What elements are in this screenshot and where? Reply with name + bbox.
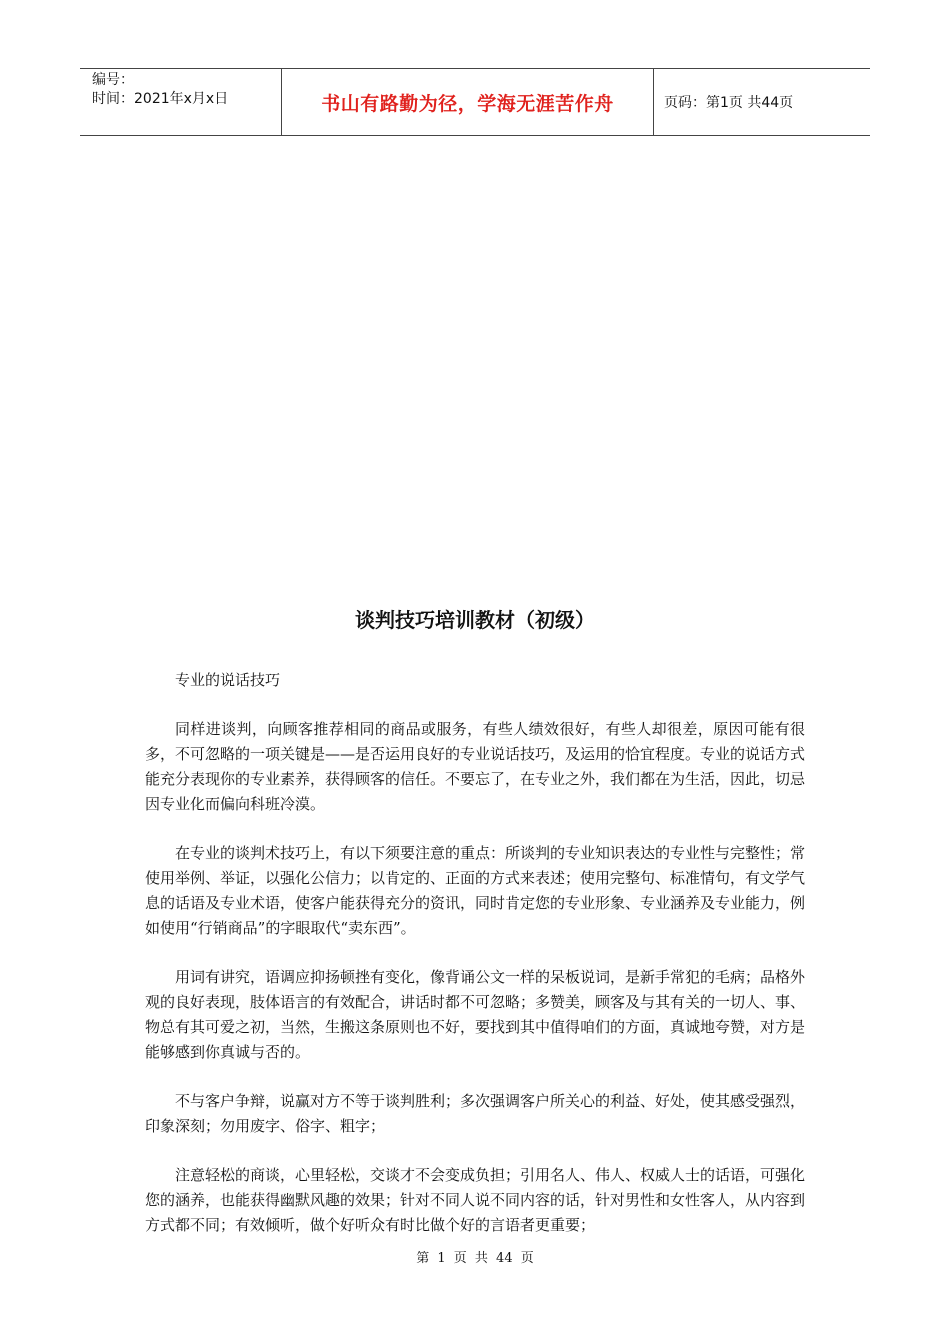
date-label: 时间：2021年x月x日 (92, 91, 229, 107)
paragraph: 同样进谈判，向顾客推荐相同的商品或服务，有些人绩效很好，有些人却很差，原因可能有很多，不可忽略的一项关键是——是否运用良好的专业说话技巧，及运用的恰宜程度。专业的说话方式能充分表现你的专业素养，获得顾客的信任。不要忘了，在专业之外，我们都在为生活，因此，切忌因专业化而偏向科班冷漠。 (145, 720, 806, 813)
paragraph: 用词有讲究，语调应抑扬顿挫有变化，像背诵公文一样的呆板说词，是新手常犯的毛病；品格外观的良好表现，肢体语言的有效配合，讲话时都不可忽略；多赞美，顾客及与其有关的一切人、事、物总有其可爱之初，当然，生搬这条原则也不好，要找到其中值得咱们的方面，真诚地夸赞，对方是能够感到你真诚与否的。 (145, 968, 806, 1061)
section-subtitle: 专业的说话技巧 (175, 671, 281, 689)
header-page-info: 页码：第1页 共44页 (664, 95, 794, 111)
paragraph: 注意轻松的商谈，心里轻松，交谈才不会变成负担；引用名人、伟人、权威人士的话语，可强化您的涵养，也能获得幽默风趣的效果；针对不同人说不同内容的话，针对男性和女性客人，从内容到方式都不同；有效倾听，做个好听众有时比做个好的言语者更重要； (145, 1166, 806, 1234)
header-table (80, 68, 870, 136)
document-body (145, 668, 805, 1262)
doc-number-label: 编号： (92, 72, 134, 88)
page-footer: 第 1 页 共 44 页 (416, 1251, 534, 1266)
header-motto: 书山有路勤为径，学海无涯苦作舟 (282, 69, 654, 135)
document-title: 谈判技巧培训教材（初级） (355, 608, 595, 632)
header-meta (80, 69, 282, 135)
paragraph: 不与客户争辩，说赢对方不等于谈判胜利；多次强调客户所关心的利益、好处，使其感受强烈，印象深刻；勿用废字、俗字、粗字； (145, 1092, 806, 1135)
paragraph: 在专业的谈判术技巧上，有以下须要注意的重点：所谈判的专业知识表达的专业性与完整性；常使用举例、举证，以强化公信力；以肯定的、正面的方式来表述；使用完整句、标准情句，有文学气息的话语及专业术语，使客户能获得充分的资讯，同时肯定您的专业形象、专业涵养及专业能力，例如使用“行销商品”的字眼取代“卖东西”。 (145, 844, 806, 937)
